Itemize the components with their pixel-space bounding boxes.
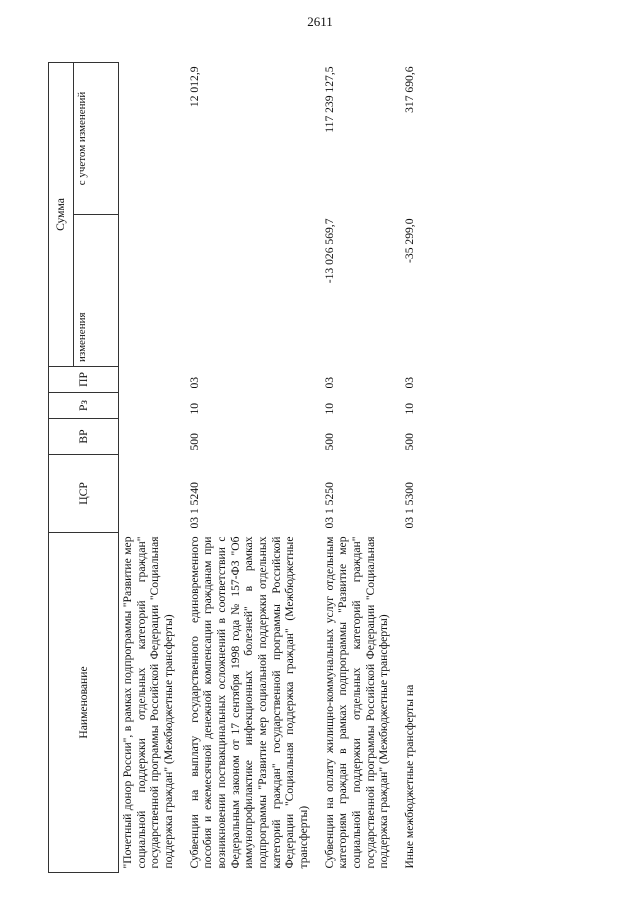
row-name: Субвенции на выплату государственного единовременного пособия и ежемесячной денежной компенсации гражданам при возникновении поствакцинальных осложнений в соответствии с Федеральным законом от 17 сентября 1998 года № 157-ФЗ "Об иммунопрофилактике инфекционных болезней" в рамках подпрограммы "Развитие мер социальной поддержки отдельных категорий граждан" государственной программы Российской Федерации "Социальная поддержка граждан" (Межбюджетные трансферты) xyxy=(187,536,311,869)
row-vr: 500 xyxy=(322,433,336,451)
row-spacer xyxy=(178,62,186,872)
row-change: -35 299,0 xyxy=(403,218,417,263)
row-pr: 03 xyxy=(187,376,201,389)
row-rz: 10 xyxy=(403,402,417,415)
row-change: -13 026 569,7 xyxy=(322,218,336,284)
row-pr xyxy=(119,367,178,393)
row-with-change: 12 012,9 xyxy=(187,66,201,108)
row-with-change: 117 239 127,5 xyxy=(322,66,336,133)
table-row xyxy=(119,62,178,872)
row-pr: 03 xyxy=(322,376,336,389)
row-vr: 500 xyxy=(187,433,201,451)
row-csr xyxy=(119,455,178,533)
row-rz: 10 xyxy=(187,402,201,415)
row-csr: 03 1 5250 xyxy=(322,482,336,529)
table-row xyxy=(401,62,419,872)
table-row xyxy=(186,62,313,872)
header-with-change: с учетом изменений xyxy=(74,62,119,214)
header-rz: Рз xyxy=(49,393,119,419)
row-with-change: 317 690,6 xyxy=(403,66,417,113)
budget-table xyxy=(48,62,419,873)
header-sum: Сумма xyxy=(49,62,74,366)
header-vr: ВР xyxy=(49,419,119,455)
row-pr: 03 xyxy=(403,376,417,389)
row-rz: 10 xyxy=(322,402,336,415)
table-body xyxy=(119,62,419,872)
row-name: Субвенции на оплату жилищно-коммунальных услуг отдельным категориям граждан в рамках подпрограммы "Развитие мер социальной поддержки отдельных категорий граждан" государственной программы Российской Федерации "Социальная поддержка граждан" (Межбюджетные трансферты) xyxy=(322,536,391,869)
header-csr: ЦСР xyxy=(49,455,119,533)
table-row xyxy=(321,62,393,872)
table-header xyxy=(49,62,119,872)
row-vr: 500 xyxy=(403,433,417,451)
row-csr: 03 1 5300 xyxy=(403,482,417,529)
row-name: Иные межбюджетные трансферты на xyxy=(403,684,417,869)
header-name: Наименование xyxy=(49,533,119,873)
row-change xyxy=(119,215,178,367)
row-change xyxy=(186,215,313,367)
page-number: 2611 xyxy=(307,14,333,29)
row-spacer xyxy=(393,62,401,872)
row-spacer xyxy=(313,62,321,872)
row-csr: 03 1 5240 xyxy=(187,482,201,529)
header-change: изменения xyxy=(74,215,119,367)
row-vr xyxy=(119,419,178,455)
row-name: "Почетный донор России", в рамках подпрограммы "Развитие мер социальной поддержки отдельных категорий граждан" государственной программы Российской Федерации "Социальная поддержка граждан" (Межбюджетные трансферты) xyxy=(121,536,176,869)
header-pr: ПР xyxy=(49,367,119,393)
rotated-sheet xyxy=(40,46,600,891)
row-with-change xyxy=(119,62,178,214)
row-rz xyxy=(119,393,178,419)
